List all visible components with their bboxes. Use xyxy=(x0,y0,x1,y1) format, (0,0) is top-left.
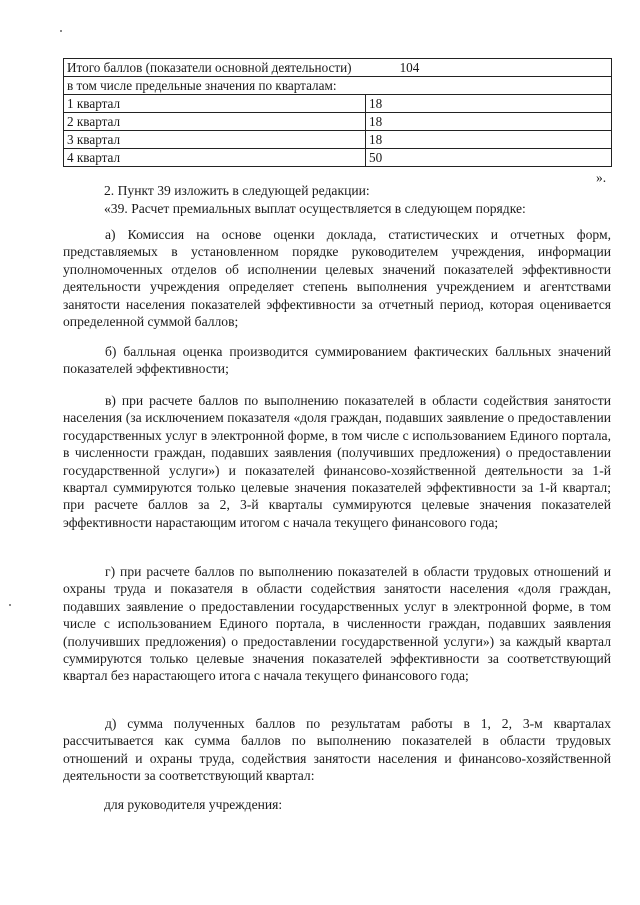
scan-speck xyxy=(60,30,62,32)
table-row xyxy=(64,77,612,95)
scores-table xyxy=(63,58,612,167)
table-row xyxy=(64,59,612,77)
quarter-label: 3 квартал xyxy=(64,131,366,149)
paragraph-d: д) сумма полученных баллов по результатам работы в 1, 2, 3-м кварталах рассчитывается как сумма баллов по выполнению показателей в области трудовых отношений и охраны труда, содействия занятости населения и финансово-хозяйственной деятельности за соответствующий квартал: xyxy=(63,716,611,784)
quarter-value: 50 xyxy=(366,149,612,167)
for-head-line: для руководителя учреждения: xyxy=(104,797,283,812)
paragraph-v: в) при расчете баллов по выполнению показателей в области содействия занятости населения (за исключением показателя «доля граждан, подавших заявление о предоставлении государственных услуг в электронной форме, в том числе с использованием Единого портала, в численности граждан, подавших заявления (получивших предложения) о предоставлении государственной услуги») и показателей финансово-хозяйственной деятельности за 1-й квартал суммируются только целевые значения показателей эффективности за 1-й квартал; при расчете баллов за 2, 3-й кварталы суммируются целевые значения показателей эффективности нарастающим итогом с начала текущего финансового года; xyxy=(63,393,611,530)
item-39-heading: «39. Расчет премиальных выплат осуществляется в следующем порядке: xyxy=(104,201,526,216)
table-row xyxy=(64,131,612,149)
subheader-cell: в том числе предельные значения по кварталам: xyxy=(64,77,612,95)
table-row xyxy=(64,149,612,167)
total-cell xyxy=(64,59,612,77)
quarter-value: 18 xyxy=(366,131,612,149)
quarter-value: 18 xyxy=(366,95,612,113)
quarter-label: 4 квартал xyxy=(64,149,366,167)
paragraph-b: б) балльная оценка производится суммированием фактических балльных значений показателей эффективности; xyxy=(63,344,611,377)
paragraph-a: а) Комиссия на основе оценки доклада, статистических и отчетных форм, представляемых в установленном порядке руководителем учреждения, информации уполномоченных отделов об исполнении целевых значений показателей эффективности деятельности учреждения определяет степень выполнения учреждением и агентствами занятости населения показателей эффективности за отчетный период, которая оценивается определенной суммой баллов; xyxy=(63,227,611,330)
total-value: 104 xyxy=(399,60,420,75)
table-row xyxy=(64,113,612,131)
quarter-value: 18 xyxy=(366,113,612,131)
table-row xyxy=(64,95,612,113)
paragraph-g: г) при расчете баллов по выполнению показателей в области трудовых отношений и охраны труда и показателя в области содействия занятости населения «доля граждан, подавших заявление о предоставлении государственных услуг в электронной форме, в том числе с использованием Единого портала, в численности граждан, подавших заявления (получивших предложения) о предоставлении государственной услуги») за каждый квартал суммируются только целевые значения показателей эффективности за соответствующий квартал без нарастающего итога с начала текущего финансового года; xyxy=(63,564,611,684)
item-2-heading: 2. Пункт 39 изложить в следующей редакции: xyxy=(104,183,370,198)
total-label: Итого баллов (показатели основной деятельности) xyxy=(67,60,352,75)
scan-speck xyxy=(9,604,11,606)
quarter-label: 2 квартал xyxy=(64,113,366,131)
quarter-label: 1 квартал xyxy=(64,95,366,113)
quote-close: ». xyxy=(596,170,607,185)
